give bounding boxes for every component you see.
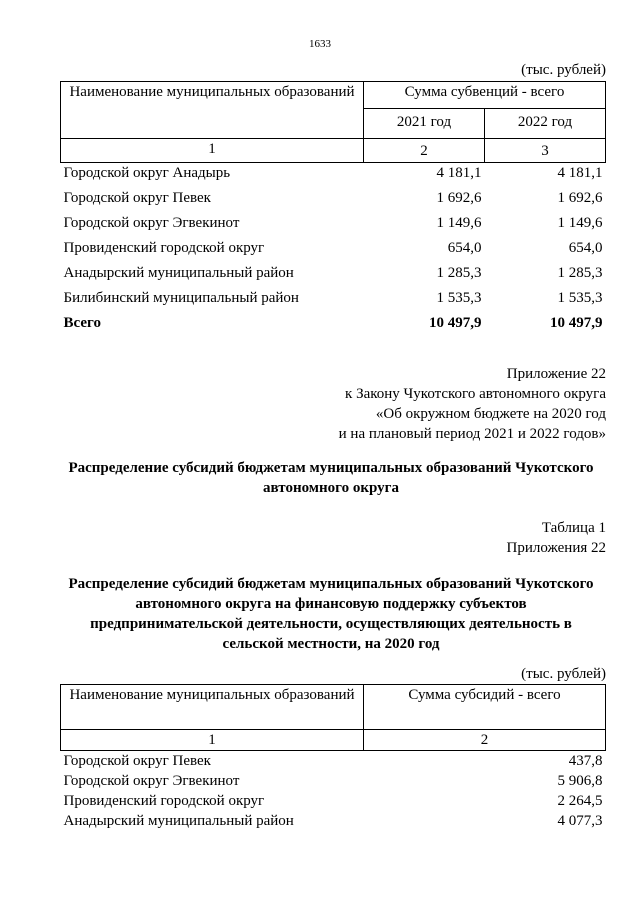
heading-line: автономного округа bbox=[263, 480, 399, 496]
appendix-line: и на плановый период 2021 и 2022 годов» bbox=[338, 426, 606, 442]
section-heading bbox=[60, 458, 602, 498]
table-row bbox=[61, 771, 606, 791]
table-title bbox=[60, 574, 602, 654]
total-label: Всего bbox=[63, 315, 101, 331]
heading-line: автономного округа на финансовую поддержку субъектов bbox=[135, 596, 527, 612]
table1-header-sum: Сумма субвенций - всего bbox=[364, 82, 606, 109]
table-row bbox=[61, 791, 606, 811]
row-value-2022: 1 149,6 bbox=[557, 215, 603, 231]
table-row bbox=[61, 751, 606, 772]
row-value-2022: 1 692,6 bbox=[557, 190, 603, 206]
row-value-2021: 654,0 bbox=[447, 240, 482, 256]
row-value-2022: 654,0 bbox=[568, 240, 603, 256]
row-name: Городской округ Эгвекинот bbox=[63, 773, 240, 789]
table1-colnum-1: 1 bbox=[61, 139, 364, 163]
table1-header-name: Наименование муниципальных образований bbox=[61, 82, 364, 139]
row-value: 2 264,5 bbox=[557, 793, 603, 809]
subsidies-table bbox=[60, 684, 606, 831]
row-value-2021: 1 149,6 bbox=[436, 215, 482, 231]
heading-line: Распределение субсидий бюджетам муниципальных образований Чукотского bbox=[68, 576, 594, 592]
table1-header-year-2021: 2021 год bbox=[364, 109, 485, 139]
row-value-2021: 1 692,6 bbox=[436, 190, 482, 206]
heading-line: Распределение субсидий бюджетам муниципальных образований Чукотского bbox=[68, 460, 594, 476]
row-value-2021: 1 535,3 bbox=[436, 290, 482, 306]
appendix-line: «Об окружном бюджете на 2020 год bbox=[375, 406, 606, 422]
row-name: Городской округ Певек bbox=[63, 753, 211, 769]
table2-colnum-2: 2 bbox=[364, 730, 606, 751]
table-total-row bbox=[61, 313, 606, 338]
row-name: Городской округ Эгвекинот bbox=[63, 215, 240, 231]
row-name: Городской округ Певек bbox=[63, 190, 211, 206]
appendix-line: к Закону Чукотского автономного округа bbox=[345, 386, 606, 402]
page-number: 1633 bbox=[309, 38, 331, 50]
table-label-line: Приложения 22 bbox=[506, 540, 606, 556]
table-label bbox=[507, 518, 607, 558]
row-name: Провиденский городской округ bbox=[63, 793, 265, 809]
table2-colnum-1: 1 bbox=[61, 730, 364, 751]
appendix-line: Приложение 22 bbox=[506, 366, 606, 382]
table-row bbox=[61, 213, 606, 238]
row-value-2021: 1 285,3 bbox=[436, 265, 482, 281]
row-value: 5 906,8 bbox=[557, 773, 603, 789]
total-value-2021: 10 497,9 bbox=[429, 315, 482, 331]
table1-colnum-3: 3 bbox=[485, 139, 606, 163]
heading-line: сельской местности, на 2020 год bbox=[222, 636, 440, 652]
row-name: Билибинский муниципальный район bbox=[63, 290, 299, 306]
total-value-2022: 10 497,9 bbox=[550, 315, 603, 331]
row-value-2022: 1 285,3 bbox=[557, 265, 603, 281]
table2-units: (тыс. рублей) bbox=[521, 666, 606, 682]
table1-units: (тыс. рублей) bbox=[521, 62, 606, 78]
heading-line: предпринимательской деятельности, осуществляющих деятельность в bbox=[90, 616, 572, 632]
row-value-2022: 1 535,3 bbox=[557, 290, 603, 306]
row-name: Анадырский муниципальный район bbox=[63, 265, 294, 281]
row-value: 437,8 bbox=[568, 753, 603, 769]
table-row bbox=[61, 263, 606, 288]
row-name: Провиденский городской округ bbox=[63, 240, 265, 256]
subventions-table bbox=[60, 81, 606, 338]
table-row bbox=[61, 188, 606, 213]
table-row bbox=[61, 163, 606, 189]
row-value-2022: 4 181,1 bbox=[557, 165, 603, 181]
row-value-2021: 4 181,1 bbox=[436, 165, 482, 181]
table1-colnum-2: 2 bbox=[364, 139, 485, 163]
table-row bbox=[61, 238, 606, 263]
table-row bbox=[61, 811, 606, 831]
row-name: Анадырский муниципальный район bbox=[63, 813, 294, 829]
table-label-line: Таблица 1 bbox=[541, 520, 606, 536]
row-name: Городской округ Анадырь bbox=[63, 165, 231, 181]
table-row bbox=[61, 288, 606, 313]
table2-header-sum: Сумма субсидий - всего bbox=[364, 685, 606, 730]
table2-header-name: Наименование муниципальных образований bbox=[61, 685, 364, 730]
appendix-reference bbox=[339, 364, 606, 444]
table1-header-year-2022: 2022 год bbox=[485, 109, 606, 139]
row-value: 4 077,3 bbox=[557, 813, 603, 829]
